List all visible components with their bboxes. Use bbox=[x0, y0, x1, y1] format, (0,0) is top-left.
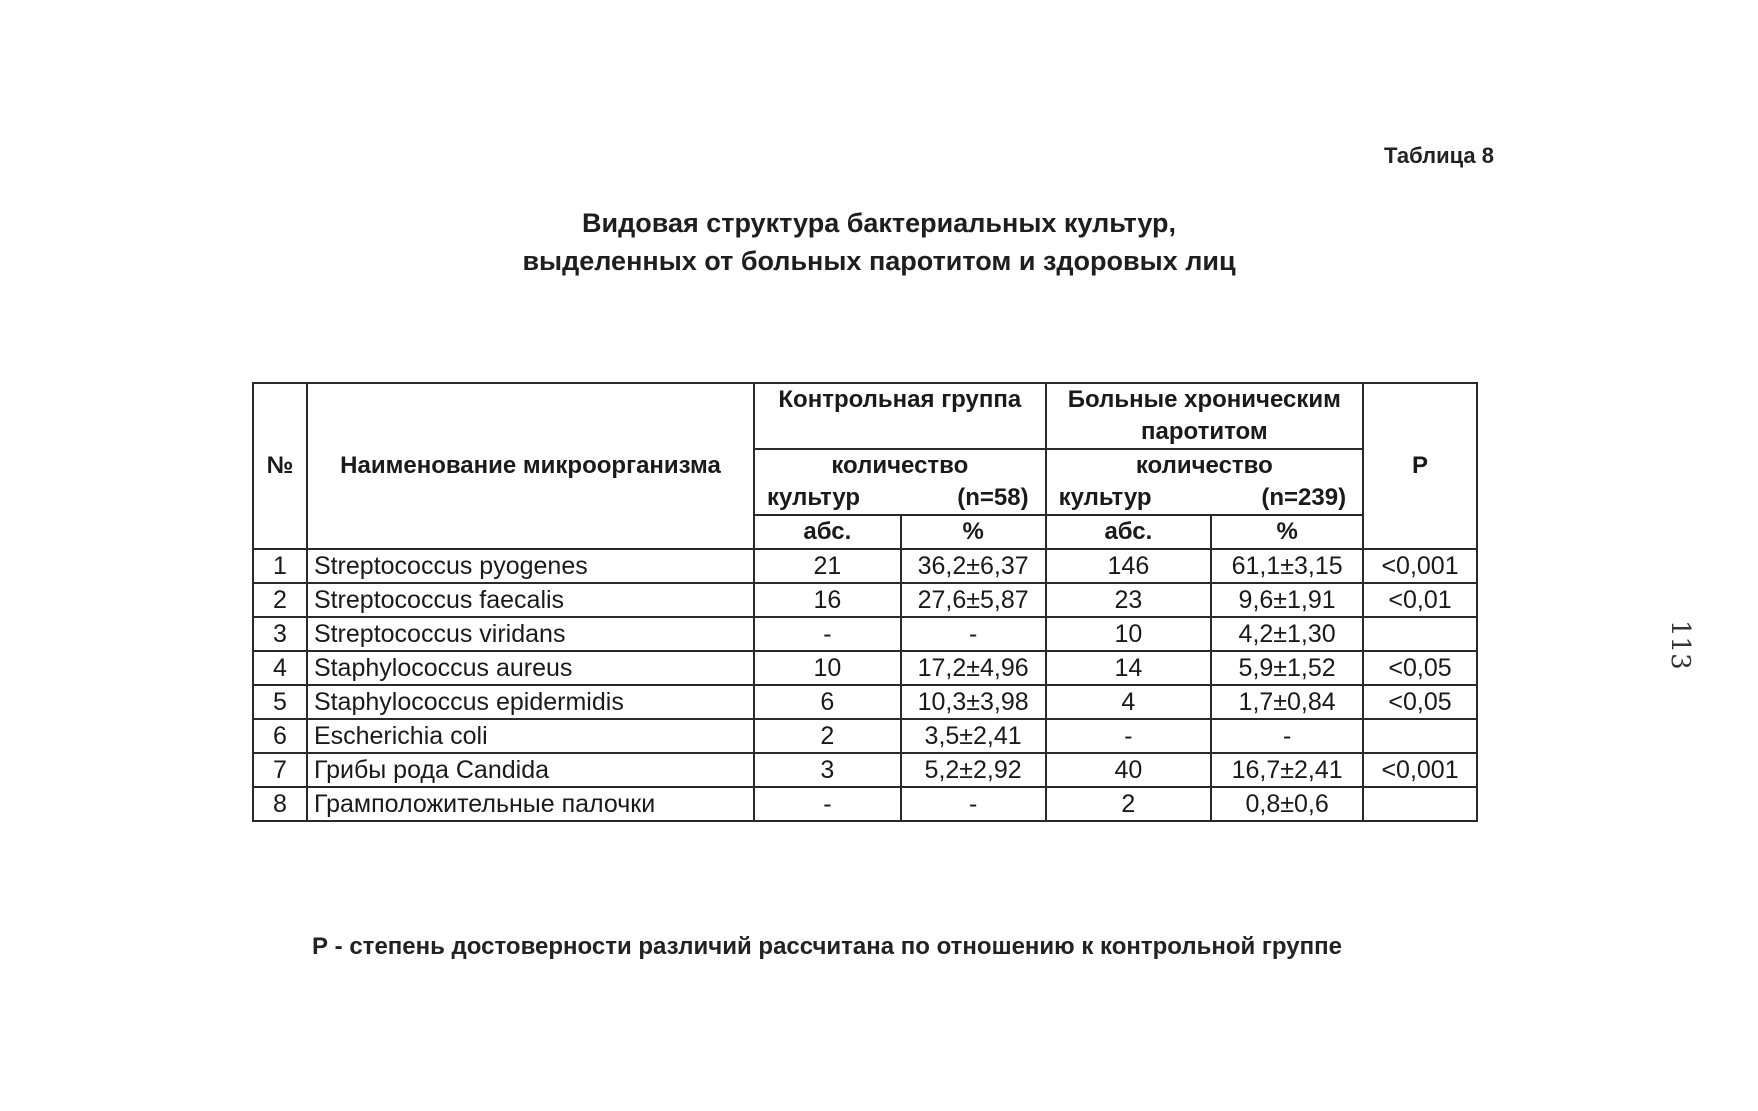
page-number: 113 bbox=[1665, 620, 1695, 670]
header-patients-count-cultures: культур bbox=[1058, 484, 1152, 511]
cell-control-percent: - bbox=[901, 787, 1046, 821]
header-control-count-n: (n=58) bbox=[957, 484, 1029, 511]
cell-patients-abs: 146 bbox=[1046, 549, 1212, 583]
cell-p-value: <0,05 bbox=[1363, 651, 1477, 685]
cell-control-percent: 5,2±2,92 bbox=[901, 753, 1046, 787]
cell-p-value bbox=[1363, 617, 1477, 651]
cell-patients-percent: 61,1±3,15 bbox=[1211, 549, 1363, 583]
cell-control-abs: 21 bbox=[754, 549, 901, 583]
header-patients-count bbox=[1046, 449, 1363, 515]
cell-p-value bbox=[1363, 787, 1477, 821]
cell-control-abs: 3 bbox=[754, 753, 901, 787]
table-row bbox=[253, 617, 1477, 651]
cell-patients-percent: 0,8±0,6 bbox=[1211, 787, 1363, 821]
cell-p-value: <0,05 bbox=[1363, 685, 1477, 719]
cell-number: 5 bbox=[253, 685, 307, 719]
table-row bbox=[253, 583, 1477, 617]
table-row bbox=[253, 651, 1477, 685]
cell-p-value: <0,001 bbox=[1363, 753, 1477, 787]
cell-patients-abs: 2 bbox=[1046, 787, 1212, 821]
cell-microorganism-name: Streptococcus viridans bbox=[307, 617, 754, 651]
cell-patients-abs: 23 bbox=[1046, 583, 1212, 617]
cell-patients-abs: 4 bbox=[1046, 685, 1212, 719]
header-patients-percent: % bbox=[1211, 515, 1363, 549]
cell-control-percent: 27,6±5,87 bbox=[901, 583, 1046, 617]
header-control-percent: % bbox=[901, 515, 1046, 549]
cell-microorganism-name: Streptococcus pyogenes bbox=[307, 549, 754, 583]
table-title-line-2: выделенных от больных паротитом и здоровых лиц bbox=[522, 246, 1236, 276]
cell-patients-abs: 40 bbox=[1046, 753, 1212, 787]
bacteria-species-table bbox=[252, 382, 1478, 822]
header-number: № bbox=[253, 383, 307, 549]
table-body bbox=[253, 549, 1477, 821]
cell-p-value bbox=[1363, 719, 1477, 753]
cell-patients-percent: 16,7±2,41 bbox=[1211, 753, 1363, 787]
cell-patients-percent: 1,7±0,84 bbox=[1211, 685, 1363, 719]
cell-number: 7 bbox=[253, 753, 307, 787]
cell-microorganism-name: Staphylococcus epidermidis bbox=[307, 685, 754, 719]
header-control-count bbox=[754, 449, 1046, 515]
header-patients-abs: абс. bbox=[1046, 515, 1212, 549]
cell-p-value: <0,01 bbox=[1363, 583, 1477, 617]
table-row bbox=[253, 753, 1477, 787]
table-row bbox=[253, 685, 1477, 719]
cell-patients-percent: 9,6±1,91 bbox=[1211, 583, 1363, 617]
header-patients-count-line1: количество bbox=[1135, 452, 1273, 479]
cell-patients-abs: 14 bbox=[1046, 651, 1212, 685]
cell-patients-percent: 4,2±1,30 bbox=[1211, 617, 1363, 651]
cell-control-percent: 17,2±4,96 bbox=[901, 651, 1046, 685]
cell-control-abs: 16 bbox=[754, 583, 901, 617]
cell-control-percent: - bbox=[901, 617, 1046, 651]
header-control-abs: абс. bbox=[754, 515, 901, 549]
footnote: Р - степень достоверности различий рассчитана по отношению к контрольной группе bbox=[312, 933, 1342, 960]
cell-control-abs: 2 bbox=[754, 719, 901, 753]
header-control-count-line1: количество bbox=[831, 452, 969, 479]
table-title-line-1: Видовая структура бактериальных культур, bbox=[582, 208, 1176, 238]
cell-p-value: <0,001 bbox=[1363, 549, 1477, 583]
cell-control-abs: - bbox=[754, 617, 901, 651]
cell-patients-percent: - bbox=[1211, 719, 1363, 753]
cell-microorganism-name: Грамположительные палочки bbox=[307, 787, 754, 821]
cell-control-percent: 36,2±6,37 bbox=[901, 549, 1046, 583]
header-microorganism-name: Наименование микроорганизма bbox=[307, 383, 754, 549]
cell-microorganism-name: Escherichia coli bbox=[307, 719, 754, 753]
table-title bbox=[0, 204, 1758, 280]
table-row bbox=[253, 549, 1477, 583]
cell-patients-abs: 10 bbox=[1046, 617, 1212, 651]
cell-control-abs: - bbox=[754, 787, 901, 821]
header-control-count-cultures: культур bbox=[767, 484, 861, 511]
table-header bbox=[253, 383, 1477, 549]
header-control-group: Контрольная группа bbox=[754, 383, 1046, 449]
cell-number: 4 bbox=[253, 651, 307, 685]
cell-number: 6 bbox=[253, 719, 307, 753]
table-row bbox=[253, 719, 1477, 753]
cell-control-percent: 3,5±2,41 bbox=[901, 719, 1046, 753]
cell-microorganism-name: Грибы рода Candida bbox=[307, 753, 754, 787]
header-patients-group: Больные хроническим паротитом bbox=[1046, 383, 1363, 449]
cell-control-abs: 10 bbox=[754, 651, 901, 685]
cell-patients-percent: 5,9±1,52 bbox=[1211, 651, 1363, 685]
cell-number: 8 bbox=[253, 787, 307, 821]
cell-number: 1 bbox=[253, 549, 307, 583]
table-number-label: Таблица 8 bbox=[1383, 143, 1494, 168]
cell-number: 2 bbox=[253, 583, 307, 617]
cell-control-abs: 6 bbox=[754, 685, 901, 719]
cell-patients-abs: - bbox=[1046, 719, 1212, 753]
cell-microorganism-name: Streptococcus faecalis bbox=[307, 583, 754, 617]
cell-number: 3 bbox=[253, 617, 307, 651]
cell-control-percent: 10,3±3,98 bbox=[901, 685, 1046, 719]
header-patients-count-n: (n=239) bbox=[1261, 484, 1347, 511]
table-row bbox=[253, 787, 1477, 821]
header-p-value: Р bbox=[1363, 383, 1477, 549]
cell-microorganism-name: Staphylococcus aureus bbox=[307, 651, 754, 685]
